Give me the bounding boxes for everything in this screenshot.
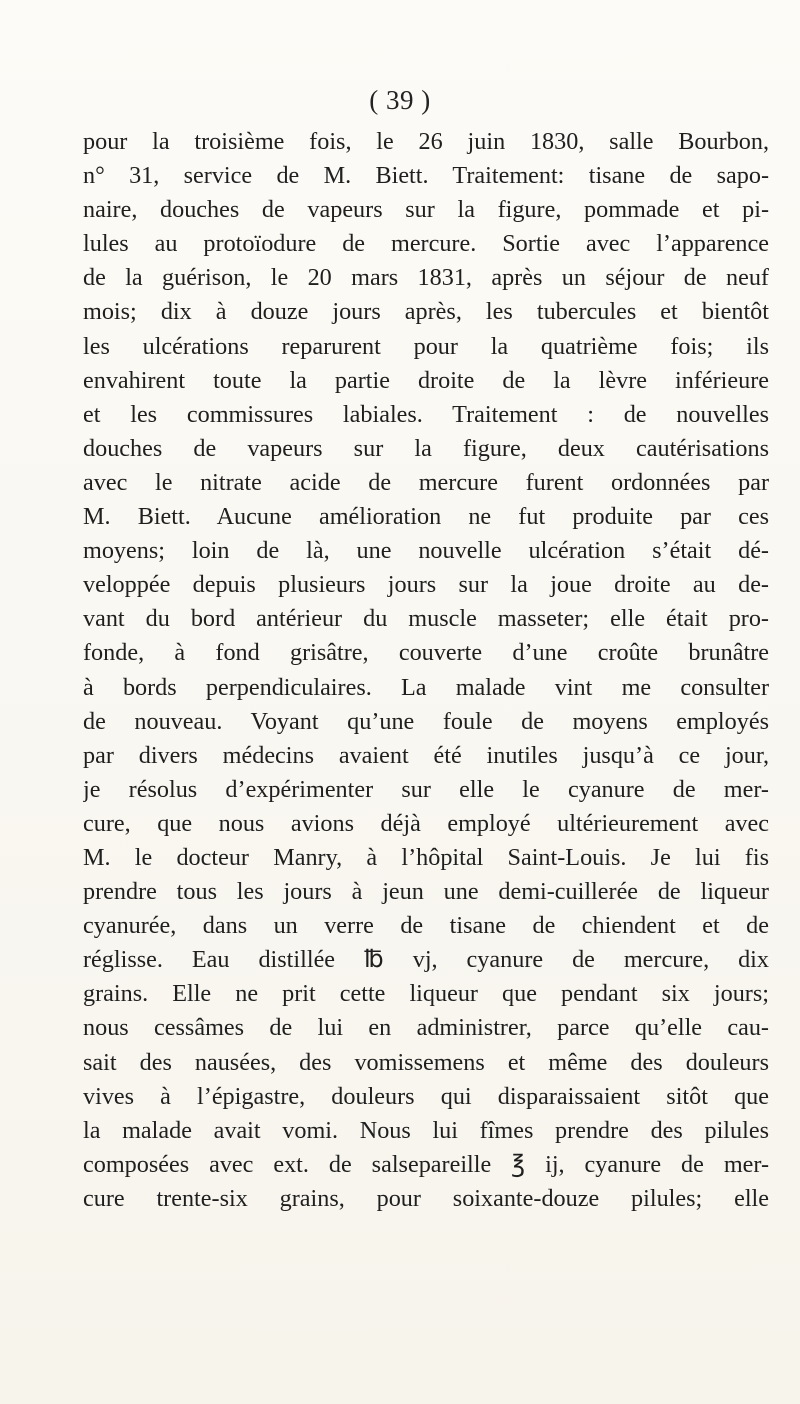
text-line: les ulcérations reparurent pour la quatrième fois; ils — [83, 332, 769, 360]
text-line: sait des nausées, des vomissemens et même des douleurs — [83, 1048, 769, 1076]
text-line: lules au protoïodure de mercure. Sortie avec l’apparence — [83, 230, 769, 258]
text-line: réglisse. Eau distillée ℔ vj, cyanure de mercure, dix — [83, 946, 769, 974]
text-line: M. le docteur Manry, à l’hôpital Saint-Louis. Je lui fis — [83, 843, 769, 871]
text-line: de nouveau. Voyant qu’une foule de moyens employés — [83, 707, 769, 735]
text-line: avec le nitrate acide de mercure furent ordonnées par — [83, 468, 769, 496]
text-line: moyens; loin de là, une nouvelle ulcération s’était dé- — [83, 537, 769, 565]
text-line: fonde, à fond grisâtre, couverte d’une croûte brunâtre — [83, 639, 769, 667]
text-line: cyanurée, dans un verre de tisane de chiendent et de — [83, 912, 769, 940]
page-number: ( 39 ) — [369, 85, 431, 115]
body-text — [83, 125, 769, 1216]
text-line: et les commissures labiales. Traitement : de nouvelles — [83, 400, 769, 428]
text-line: naire, douches de vapeurs sur la figure, pommade et pi- — [83, 196, 769, 224]
text-line: de la guérison, le 20 mars 1831, après un séjour de neuf — [83, 264, 769, 292]
text-line: nous cessâmes de lui en administrer, parce qu’elle cau- — [83, 1014, 769, 1042]
text-line: par divers médecins avaient été inutiles jusqu’à ce jour, — [83, 741, 769, 769]
text-line: je résolus d’expérimenter sur elle le cyanure de mer- — [83, 775, 769, 803]
text-line: vant du bord antérieur du muscle masseter; elle était pro- — [83, 605, 769, 633]
text-line: composées avec ext. de salsepareille ℥ ij, cyanure de mer- — [83, 1150, 769, 1178]
text-line: douches de vapeurs sur la figure, deux cautérisations — [83, 434, 769, 462]
text-line: cure trente-six grains, pour soixante-douze pilules; elle — [83, 1184, 769, 1212]
text-line: prendre tous les jours à jeun une demi-cuillerée de liqueur — [83, 878, 769, 906]
text-line: veloppée depuis plusieurs jours sur la joue droite au de- — [83, 571, 769, 599]
text-line: cure, que nous avions déjà employé ultérieurement avec — [83, 809, 769, 837]
text-line: mois; dix à douze jours après, les tubercules et bientôt — [83, 298, 769, 326]
text-line: à bords perpendiculaires. La malade vint me consulter — [83, 673, 769, 701]
text-line: envahirent toute la partie droite de la lèvre inférieure — [83, 366, 769, 394]
text-line: M. Biett. Aucune amélioration ne fut produite par ces — [83, 503, 769, 531]
text-line: n° 31, service de M. Biett. Traitement: tisane de sapo- — [83, 162, 769, 190]
text-line: vives à l’épigastre, douleurs qui disparaissaient sitôt que — [83, 1082, 769, 1110]
text-line: la malade avait vomi. Nous lui fîmes prendre des pilules — [83, 1116, 769, 1144]
text-line: pour la troisième fois, le 26 juin 1830, salle Bourbon, — [83, 128, 769, 155]
text-line: grains. Elle ne prit cette liqueur que pendant six jours; — [83, 980, 769, 1008]
